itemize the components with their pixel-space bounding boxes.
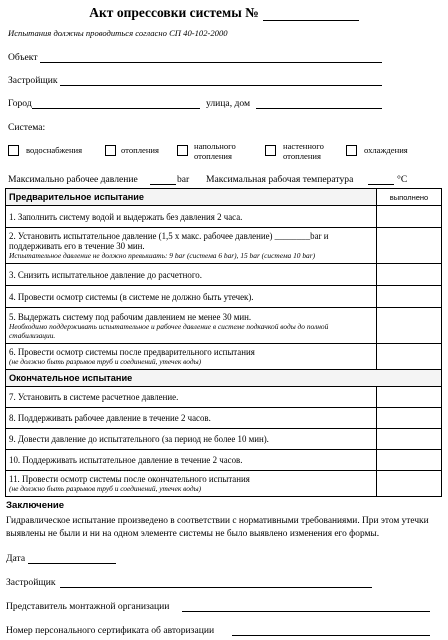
city-field[interactable] [32,108,200,109]
table-row [6,264,442,286]
preliminary-header: Предварительное испытание [6,189,377,206]
step-6-note: (не должно быть разрывов труб и соединений, утечек воды) [9,357,202,366]
step-5-note: Необходимо поддерживать испытательное и рабочее давление в системе подкачкой воды до полной стабилизации. [9,321,329,340]
step-10-text: 10. Поддерживать испытательное давление в течение 2 часов. [6,450,377,471]
developer-signature-field[interactable] [60,587,372,588]
step-3-done[interactable] [377,264,442,286]
step-7-text: 7. Установить в системе расчетное давление. [6,387,377,408]
street-field[interactable] [256,108,382,109]
step-8-text: 8. Поддерживать рабочее давление в течение 2 часов. [6,408,377,429]
step-9-text: 9. Довести давление до испытательного (за период не более 10 мин). [6,429,377,450]
step-1-done[interactable] [377,206,442,228]
table-row [6,344,442,370]
done-header: выполнено [377,189,442,206]
table-row [6,308,442,344]
option-heating: отопления [121,145,159,155]
max-pressure-label: Максимально рабочее давление [8,174,138,185]
step-9-done[interactable] [377,429,442,450]
step-5-done[interactable] [377,308,442,344]
step-2-text: 2. Установить испытательное давление (1,5 x макс. рабочее давление) ________bar и поддерживать его в течение 30 мин. [9,231,329,251]
step-6-cell [6,344,377,370]
step-3-text: 3. Снизить испытательное давление до расчетного. [6,264,377,286]
step-7-done[interactable] [377,387,442,408]
document-title-text: Акт опрессовки системы № [89,5,259,20]
table-row [6,286,442,308]
step-11-text: 11. Провести осмотр системы после окончательного испытания [9,474,250,484]
max-pressure-unit: bar [177,174,190,185]
checkbox-cooling[interactable] [346,145,357,156]
developer-signature-label: Застройщик [6,577,56,588]
max-temperature-field[interactable] [368,184,394,185]
option-water-supply: водоснабжения [26,145,83,155]
step-8-done[interactable] [377,408,442,429]
checkbox-water-supply[interactable] [8,145,19,156]
step-10-done[interactable] [377,450,442,471]
developer-label: Застройщик [8,75,58,86]
step-11-note: (не должно быть разрывов труб и соединений, утечек воды) [9,484,202,493]
conclusion-header: Заключение [6,500,65,511]
street-label: улица, дом [206,98,251,109]
certificate-field[interactable] [232,635,430,636]
step-5-text: 5. Выдержать систему под рабочим давлением не менее 30 мин. [9,311,252,322]
date-field[interactable] [28,563,116,564]
system-label: Система: [8,122,46,133]
option-wall-heating: настенного отопления [283,141,324,161]
step-1-text: 1. Заполнить систему водой и выдержать без давления 2 часа. [6,206,377,228]
checkbox-floor-heating[interactable] [177,145,188,156]
max-temperature-unit: °C [397,174,408,185]
city-label: Город [8,98,32,109]
option-floor-heating: напольного отопления [194,141,236,161]
conclusion-text: Гидравлическое испытание произведено в соответствии с нормативными требованиями. При этом утечки выявлены не были и ни на одном элементе системы не было выявлено изменения его формы. [6,516,429,539]
step-2-note: Испытательное давление не должно превышать: 9 bar (система 6 bar), 15 bar (система 10 bar) [9,251,316,260]
table-row [6,228,442,264]
installer-field[interactable] [182,611,430,612]
checkbox-wall-heating[interactable] [265,145,276,156]
max-temperature-label: Максимальная рабочая температура [206,174,354,185]
installer-label: Представитель монтажной организации [6,601,170,612]
checkbox-heating[interactable] [105,145,116,156]
table-row [6,206,442,228]
step-4-text: 4. Провести осмотр системы (в системе не должно быть утечек). [6,286,377,308]
option-cooling: охлаждения [364,145,408,155]
developer-field[interactable] [60,85,382,86]
step-2-cell [6,228,377,264]
test-steps-table [5,188,442,497]
step-4-done[interactable] [377,286,442,308]
final-header: Окончательное испытание [6,370,442,387]
date-label: Дата [6,553,26,564]
document-title [0,5,448,21]
table-row [6,450,442,471]
step-11-done[interactable] [377,471,442,497]
step-6-done[interactable] [377,344,442,370]
max-pressure-field[interactable] [150,184,176,185]
standard-note: Испытания должны проводиться согласно СП 40-102-2000 [8,28,228,38]
object-field[interactable] [40,62,382,63]
step-11-cell [6,471,377,497]
step-5-cell [6,308,377,344]
step-6-text: 6. Провести осмотр системы после предварительного испытания [9,347,255,357]
step-2-done[interactable] [377,228,442,264]
table-row [6,471,442,497]
table-row [6,387,442,408]
table-row [6,408,442,429]
act-number-field[interactable] [263,8,359,21]
object-label: Объект [8,52,38,63]
certificate-label: Номер персонального сертификата об авторизации [6,625,215,636]
table-row [6,429,442,450]
